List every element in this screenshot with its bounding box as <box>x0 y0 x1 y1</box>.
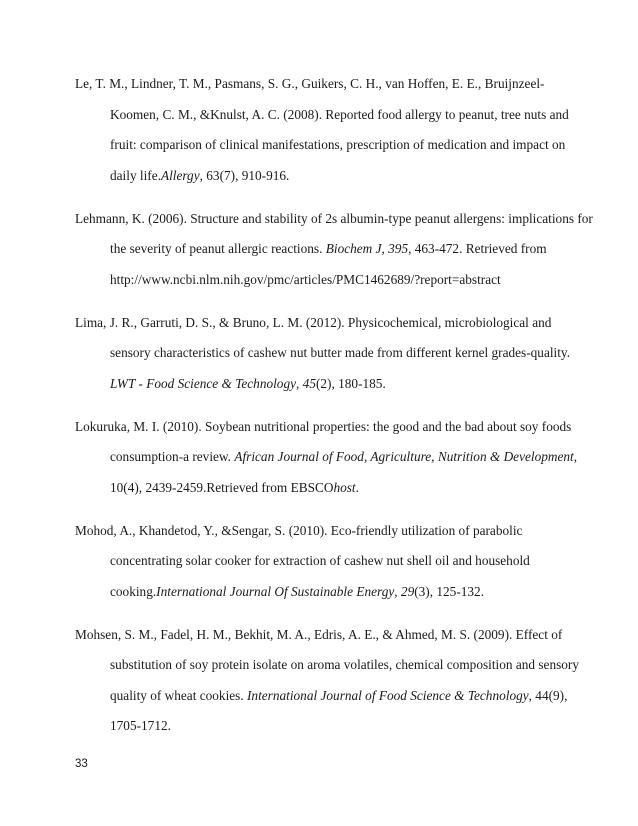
text-segment: concentrating solar cooker for extraction of cashew nut shell oil and household <box>110 553 530 568</box>
italic-text: Allergy <box>160 167 200 183</box>
italic-text: 45 <box>302 375 316 391</box>
text-segment: , 463-472. Retrieved from <box>408 241 547 256</box>
text-segment: sensory characteristics of cashew nut butter made from different kernel grades-quality. <box>110 345 571 360</box>
reference-continuation-line <box>75 546 575 577</box>
reference-list <box>75 69 593 754</box>
italic-text: 29 <box>400 583 415 599</box>
text-segment: 10(4), 2439-2459.Retrieved from EBSCO <box>110 479 334 495</box>
page-number: 33 <box>75 758 88 770</box>
text-segment: substitution of soy protein isolate on aroma volatiles, chemical composition and sensory <box>110 657 580 672</box>
text-segment: http://www.ncbi.nlm.nih.gov/pmc/articles/PMC1462689/?report=abstract <box>110 271 501 287</box>
reference-continuation-line <box>75 650 580 681</box>
italic-text: Biochem J <box>325 241 382 256</box>
reference-continuation-line <box>75 338 575 369</box>
reference-entry <box>75 204 593 296</box>
text-segment: Le, T. M., Lindner, T. M., Pasmans, S. G., Guikers, C. H., van Hoffen, E. E., Bruijnzeel- <box>75 76 545 91</box>
reference-first-line <box>75 69 575 100</box>
reference-continuation-line <box>75 711 575 742</box>
italic-text: African Journal of Food, Agriculture, Nutrition & Development <box>234 449 574 464</box>
text-segment: fruit: comparison of clinical manifestations, prescription of medication and impact on <box>110 137 566 152</box>
text-segment: Lehmann, K. (2006). Structure and stability of 2s albumin-type peanut allergens: implications for <box>75 210 593 226</box>
italic-text: International Journal of Food Science & Technology <box>247 687 529 703</box>
text-segment: 1705-1712. <box>110 718 171 733</box>
reference-entry <box>75 516 575 608</box>
italic-text: International Journal Of Sustainable Energy <box>156 583 395 599</box>
reference-first-line <box>75 308 575 339</box>
reference-entry <box>75 308 575 400</box>
text-segment: Lokuruka, M. I. (2010). Soybean nutritional properties: the good and the bad about soy foods <box>75 418 572 434</box>
reference-entry <box>75 412 578 504</box>
text-segment: , <box>381 241 389 256</box>
reference-continuation-line <box>75 265 575 296</box>
reference-entry <box>75 69 575 191</box>
reference-continuation-line <box>75 442 578 473</box>
reference-continuation-line <box>75 681 575 712</box>
text-segment: daily life. <box>110 167 161 183</box>
text-segment: , 44(9), <box>528 687 568 703</box>
text-segment: the severity of peanut allergic reactions. <box>110 241 326 256</box>
text-segment: , <box>573 449 578 464</box>
reference-entry <box>75 620 580 742</box>
text-segment: . <box>355 479 359 495</box>
italic-text: host <box>333 479 356 495</box>
text-segment: Lima, J. R., Garruti, D. S., & Bruno, L. M. (2012). Physicochemical, microbiological and <box>75 314 552 330</box>
reference-continuation-line <box>75 100 575 131</box>
text-segment: cooking. <box>110 583 157 599</box>
text-segment: consumption-a review. <box>110 449 235 464</box>
reference-first-line <box>75 204 593 235</box>
reference-first-line <box>75 620 575 651</box>
reference-first-line <box>75 412 575 443</box>
reference-continuation-line <box>75 473 575 504</box>
reference-continuation-line <box>75 234 575 265</box>
reference-continuation-line <box>75 577 575 608</box>
text-segment: quality of wheat cookies. <box>110 687 247 703</box>
italic-text: 395 <box>388 241 409 256</box>
reference-continuation-line <box>75 161 575 192</box>
reference-continuation-line <box>75 369 575 400</box>
text-segment: Koomen, C. M., &Knulst, A. C. (2008). Reported food allergy to peanut, tree nuts and <box>110 106 569 122</box>
reference-first-line <box>75 516 575 547</box>
text-segment: Mohsen, S. M., Fadel, H. M., Bekhit, M. A., Edris, A. E., & Ahmed, M. S. (2009). Effect of <box>75 626 563 642</box>
text-segment: (3), 125-132. <box>414 583 485 599</box>
reference-continuation-line <box>75 130 575 161</box>
text-segment: , 63(7), 910-916. <box>199 167 290 183</box>
text-segment: Mohod, A., Khandetod, Y., &Sengar, S. (2010). Eco-friendly utilization of parabolic <box>75 522 523 538</box>
italic-text: LWT - Food Science & Technology <box>110 375 297 391</box>
text-segment: , <box>296 375 303 391</box>
text-segment: (2), 180-185. <box>315 375 386 391</box>
text-segment: , <box>394 583 401 599</box>
